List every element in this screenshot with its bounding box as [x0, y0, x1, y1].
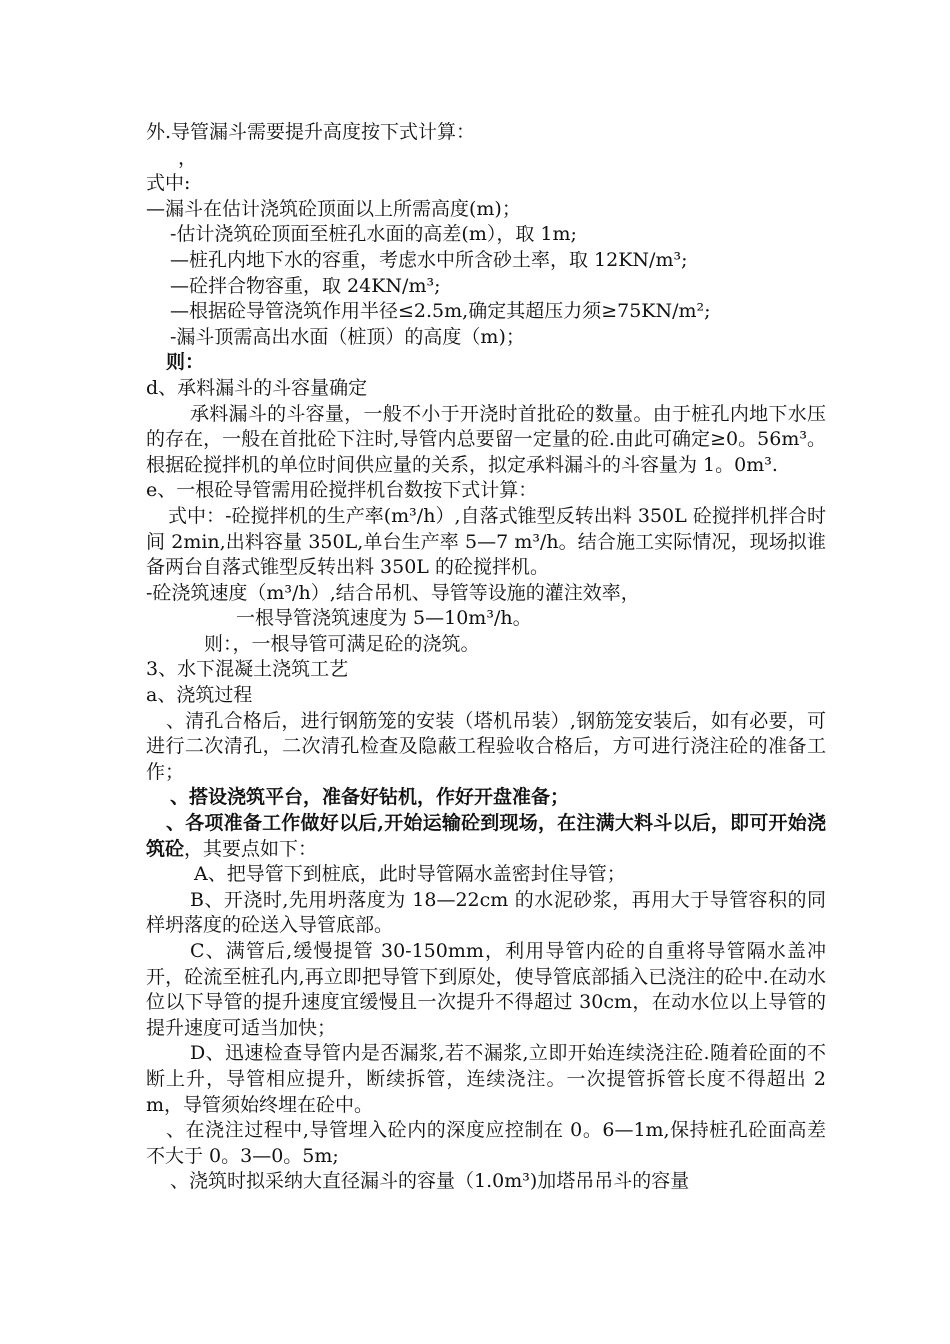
- paragraph-hopper-capacity: 承料漏斗的斗容量，一般不小于开浇时首批砼的数量。由于桩孔内地下水压的存在，一般在首批砼下注时,导管内总要留一定量的砼.由此可确定≥0。56m³。根据砼搅拌机的单位时间供应量的关系，拟定承料漏斗的斗容量为 1。0m³.: [146, 402, 826, 476]
- formula-intro: 外.导管漏斗需要提升高度按下式计算：: [146, 121, 476, 143]
- paragraph-embed-depth: 、在浇注过程中,导管埋入砼内的深度应控制在 0。6—1m,保持桩孔砼面高差不大于 0。3—0。5m;: [146, 1119, 826, 1167]
- document-body: [146, 120, 826, 1195]
- result-label: 则：: [166, 351, 205, 374]
- result-line: 则：，一根导管可满足砼的浇筑。: [204, 632, 480, 655]
- paragraph-mixer-rate: 式中：-砼搅拌机的生产率(m³/h）,自落式锥型反转出料 350L 砼搅拌机拌合时间 2min,出料容量 350L,单台生产率 5—7 m³/h。结合施工实际情况，现场拟谁备两台自落式锥型反转出料 350L 的砼搅拌机。: [146, 504, 826, 579]
- step-c: C、满管后,缓慢提管 30-150mm，利用导管内砼的自重将导管隔水盖冲开，砼流至桩孔内,再立即把导管下到原处，使导管底部插入已浇注的砼中.在动水位以下导管的提升速度宜缓慢且一次提升不得超过 30cm，在动水位以上导管的提升速度可适当加快；: [146, 940, 826, 1039]
- section-heading-a: a、浇筑过程: [146, 684, 253, 707]
- variable-definition: —桩孔内地下水的容重，考虑水中所含砂土率，取 12KN/m³;: [170, 248, 688, 271]
- variable-definition: —漏斗在估计浇筑砼顶面以上所需高度(m)；: [146, 197, 521, 220]
- step-d: D、迅速检查导管内是否漏浆,若不漏浆,立即开始连续浇注砼.随着砼面的不断上升，导管相应提升，断续拆管，连续浇注。一次提管拆管长度不得超出 2m，导管须始终埋在砼中。: [146, 1042, 826, 1116]
- section-heading-3: 3、水下混凝土浇筑工艺: [146, 658, 349, 681]
- step-a: A、把导管下到桩底，此时导管隔水盖密封住导管；: [194, 863, 626, 886]
- bold-step-platform: 、搭设浇筑平台，准备好钻机，作好开盘准备；: [170, 786, 570, 809]
- paragraph-cage-install: 、清孔合格后，进行钢筋笼的安装（塔机吊装）,钢筋笼安装后，如有必要，可进行二次清孔，二次清孔检查及隐蔽工程验收合格后，方可进行浇注砼的准备工作；: [146, 709, 826, 783]
- variable-definition: —砼拌合物容重，取 24KN/m³;: [170, 274, 441, 297]
- step-b: B、开浇时,先用坍落度为 18—22cm 的水泥砂浆，再用大于导管容积的同样坍落度的砼送入导管底部。: [146, 888, 826, 937]
- variable-definition: —根据砼导管浇筑作用半径≤2.5m,确定其超压力须≥75KN/m²;: [170, 300, 711, 323]
- bold-step-start: 、各项准备工作做好以后,开始运输砼到现场，在注满大料斗以后，即可开始浇筑砼: [146, 812, 826, 860]
- pouring-speed-value: 一根导管浇筑速度为 5—10m³/h。: [236, 607, 532, 630]
- paragraph-hopper-volume: 、浇筑时拟采纳大直径漏斗的容量（1.0m³)加塔吊吊斗的容量: [170, 1170, 690, 1193]
- section-heading-d: d、承料漏斗的斗容量确定: [146, 376, 368, 399]
- step-start-tail: ，其要点如下：: [184, 837, 318, 860]
- formula-placeholder: ，: [178, 146, 198, 169]
- paragraph-start-pour: [146, 811, 826, 862]
- where-label: 式中:: [146, 172, 191, 195]
- pouring-speed-line: -砼浇筑速度（m³/h）,结合吊机、导管等设施的灌注效率，: [146, 581, 640, 604]
- section-heading-e: e、一根砼导管需用砼搅拌机台数按下式计算：: [146, 479, 538, 502]
- variable-definition: -估计浇筑砼顶面至桩孔水面的高差(m），取 1m;: [170, 223, 577, 246]
- variable-definition: -漏斗顶需高出水面（桩顶）的高度（m)；: [170, 325, 525, 348]
